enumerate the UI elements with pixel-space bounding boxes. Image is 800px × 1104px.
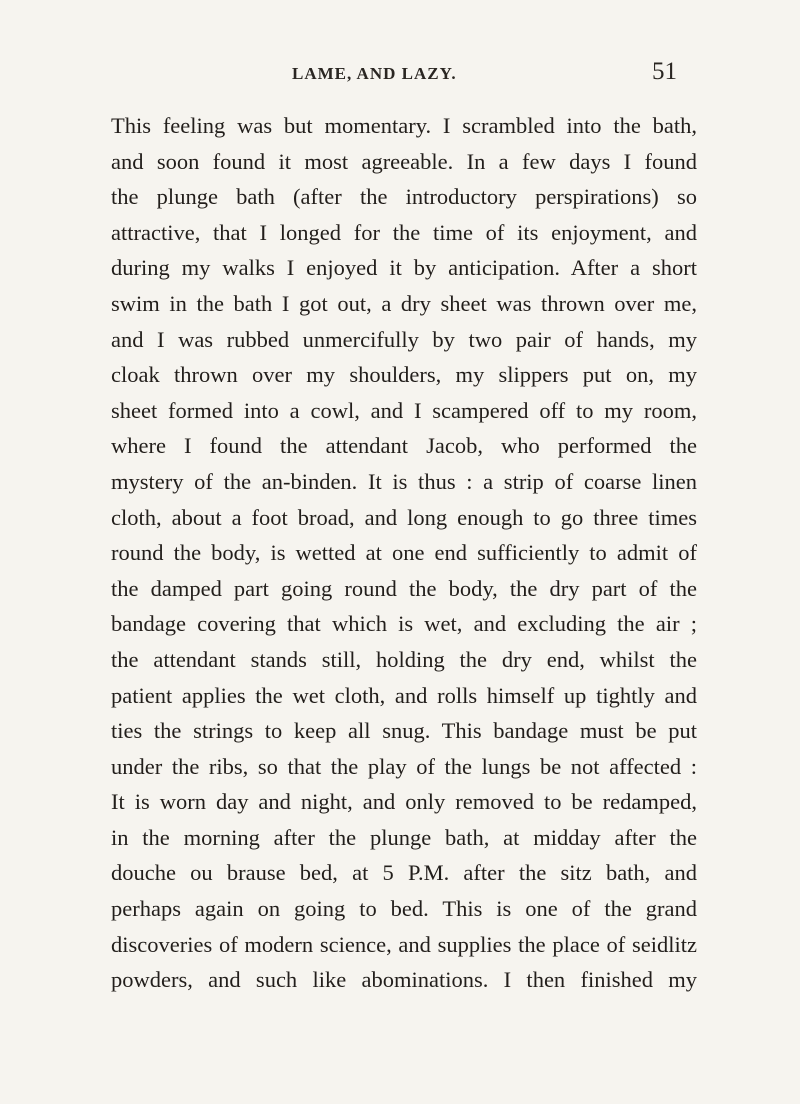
text-line: douche ou brause bed, at 5 P.M. after the sitz bath, and (111, 860, 697, 886)
page-number: 51 (652, 58, 677, 85)
text-line: mystery of the an-binden. It is thus : a strip of coarse linen (111, 468, 697, 494)
text-line: round the body, is wetted at one end sufficiently to admit of (111, 540, 697, 566)
text-line: cloak thrown over my shoulders, my slippers put on, my (111, 362, 697, 388)
body-text (111, 108, 697, 998)
text-line: perhaps again on going to bed. This is one of the grand (111, 896, 697, 922)
text-line: the plunge bath (after the introductory perspirations) so (111, 184, 697, 210)
text-line: swim in the bath I got out, a dry sheet was thrown over me, (111, 290, 697, 316)
running-head: LAME, AND LAZY. (292, 64, 457, 83)
text-line: and soon found it most agreeable. In a few days I found (111, 148, 697, 174)
text-line: discoveries of modern science, and supplies the place of seidlitz (111, 931, 697, 957)
text-line: the damped part going round the body, the dry part of the (111, 575, 697, 601)
text-line: the attendant stands still, holding the dry end, whilst the (111, 646, 697, 672)
text-line: during my walks I enjoyed it by anticipation. After a short (111, 255, 697, 281)
text-line: and I was rubbed unmercifully by two pair of hands, my (111, 326, 697, 352)
text-line: It is worn day and night, and only removed to be redamped, (111, 789, 697, 815)
text-line: where I found the attendant Jacob, who performed the (111, 433, 697, 459)
text-line: patient applies the wet cloth, and rolls himself up tightly and (111, 682, 697, 708)
text-line: ties the strings to keep all snug. This bandage must be put (111, 718, 697, 744)
text-line: in the morning after the plunge bath, at midday after the (111, 824, 697, 850)
text-line: attractive, that I longed for the time of its enjoyment, and (111, 219, 697, 245)
text-line: cloth, about a foot broad, and long enough to go three times (111, 504, 697, 530)
text-line: bandage covering that which is wet, and excluding the air ; (111, 611, 697, 637)
text-line: sheet formed into a cowl, and I scampered off to my room, (111, 397, 697, 423)
text-line: under the ribs, so that the play of the lungs be not affected : (111, 753, 697, 779)
text-line: powders, and such like abominations. I then finished my (111, 967, 697, 993)
text-line: This feeling was but momentary. I scrambled into the bath, (111, 113, 697, 138)
